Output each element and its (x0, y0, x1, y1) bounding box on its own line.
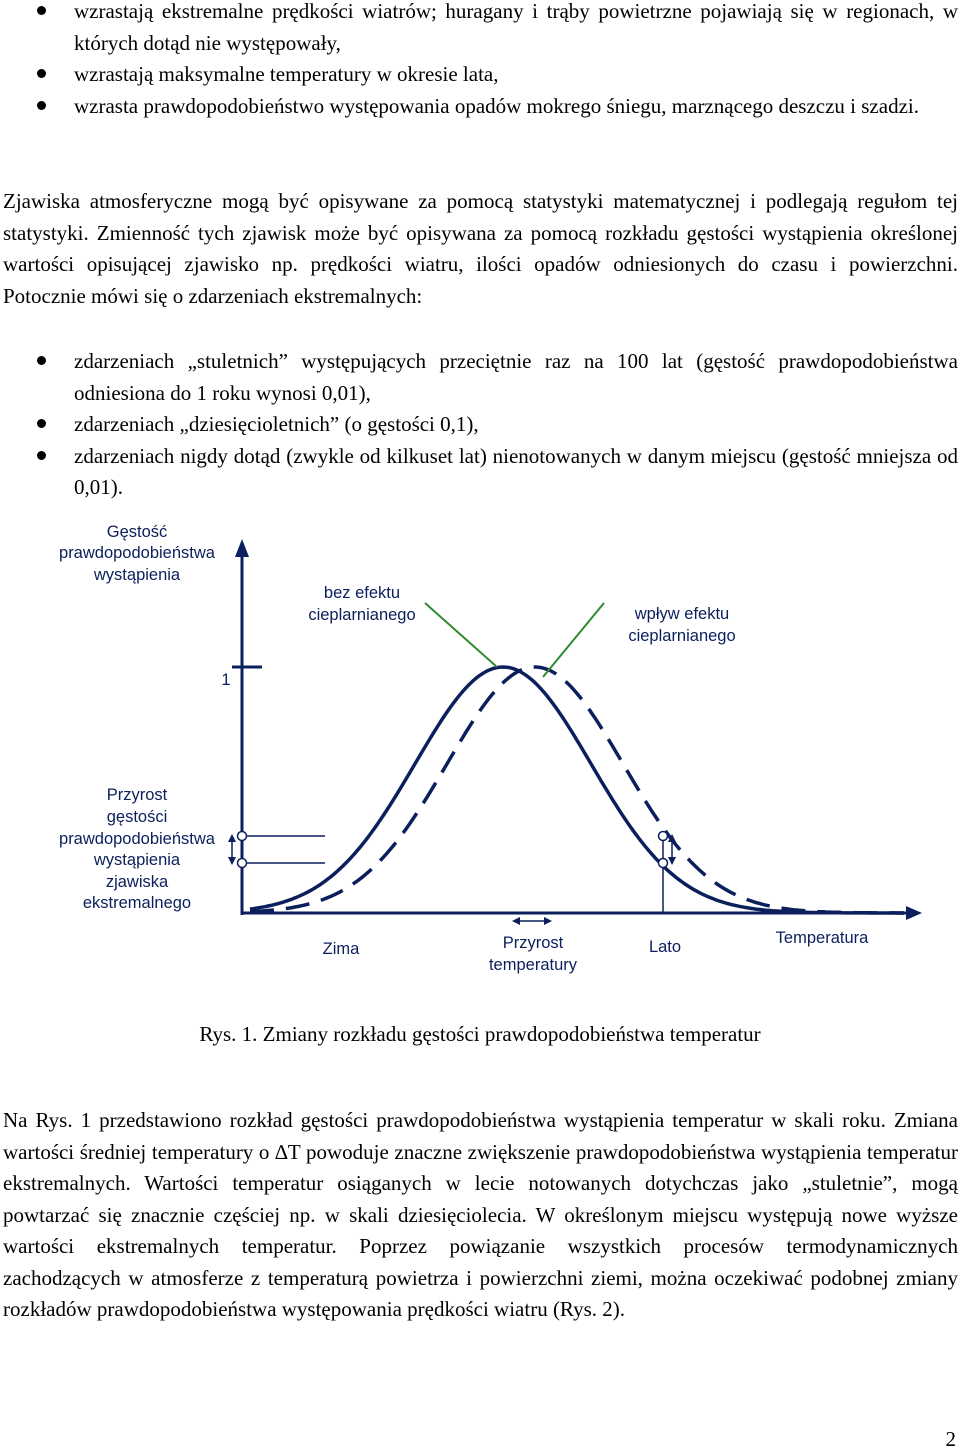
x-axis-arrowhead (906, 906, 922, 920)
increment-label-line: Przyrost (106, 786, 168, 804)
increment-label-line: gęstości (106, 808, 168, 826)
increment-label-line: ekstremalnego (82, 894, 192, 912)
summer-marker (659, 832, 668, 841)
pointer-without-greenhouse (425, 603, 497, 667)
curve-with-greenhouse (250, 667, 904, 913)
list-item: wzrasta prawdopodobieństwo występowania opadów mokrego śniegu, marznącego deszczu i szadzi. (0, 91, 958, 123)
increment-label-line: wystąpienia (93, 851, 181, 869)
list-item: wzrastają ekstremalne prędkości wiatrów; huragany i trąby powietrzne pojawiają się w regionach, w których dotąd nie występowały, (0, 0, 958, 59)
pointer-with-greenhouse (543, 603, 604, 677)
label-with-greenhouse-line: cieplarnianego (628, 627, 736, 645)
summer-arrowhead (668, 857, 676, 865)
y-axis-label-line: Gęstość (106, 523, 168, 541)
paragraph-description: Na Rys. 1 przedstawiono rozkład gęstości prawdopodobieństwa wystąpienia temperatur w skali roku. Zmiana wartości średniej temperatury o ∆T powoduje znaczne zwiększenie prawdopodobieństwa wystąpienia temperatur ekstremalnych. Wartości temperatur osiąganych w lecie notowanych dotychczas jako „stuletnie”, mogą powtarzać się znacznie częściej np. w skali dziesięciolecia. W określonym miejscu występują nowe wyższe wartości ekstremalnych temperatur. Poprzez powiązanie wszystkich procesów termodynamicznych zachodzących w atmosferze z temperaturą powietrza i powierzchni ziemi, można oczekiwać podobnej zmiany rozkładów prawdopodobieństwa występowania prędkości wiatru (Rys. 2). (3, 1108, 958, 1321)
curve-without-greenhouse (250, 667, 904, 913)
increment-label-line: zjawiska (105, 873, 169, 891)
y-axis-label-line: wystąpienia (93, 566, 181, 584)
y-axis-label-line: prawdopodobieństwa (59, 544, 215, 562)
increment-arrowhead (228, 834, 236, 842)
increment-label-line: prawdopodobieństwa (59, 830, 215, 848)
probability-density-figure (0, 515, 960, 990)
label-temp-increase-line: Przyrost (502, 934, 564, 952)
reference-marker (238, 859, 247, 868)
label-temp-increase-line: temperatury (488, 956, 578, 974)
paragraph-statistics: Zjawiska atmosferyczne mogą być opisywane za pomocą statystyki matematycznej i podlegają regułom tej statystyki. Zmienność tych zjawisk może być opisywana za pomocą rozkładu gęstości wystąpienia określonej wartości opisującej zjawisko np. prędkości wiatru, ilości opadów odniesionych do czasu i powierzchni. Potocznie mówi się o zdarzeniach ekstremalnych: (3, 189, 958, 308)
list-item: wzrastają maksymalne temperatury w okresie lata, (0, 59, 958, 91)
list-item: zdarzeniach „dziesięcioletnich” (o gęstości 0,1), (0, 409, 958, 441)
list-item: zdarzeniach nigdy dotąd (zwykle od kilkuset lat) nienotowanych w danym miejscu (gęstość mniejsza od 0,01). (0, 441, 958, 504)
list-item: zdarzeniach „stuletnich” występujących przeciętnie raz na 100 lat (gęstość prawdopodobieństwa odniesiona do 1 roku wynosi 0,01), (0, 346, 958, 409)
x-axis-label: Temperatura (775, 929, 869, 947)
label-with-greenhouse-line: wpływ efektu (634, 605, 730, 623)
bullet-list-weather-extremes (0, 0, 958, 122)
temp-increase-arrowhead (512, 917, 520, 925)
figure-caption: Rys. 1. Zmiany rozkładu gęstości prawdopodobieństwa temperatur (199, 1022, 761, 1046)
reference-marker (238, 832, 247, 841)
y-tick-one-label: 1 (221, 671, 231, 689)
temp-increase-arrowhead (544, 917, 552, 925)
label-winter: Zima (322, 940, 360, 958)
y-axis-arrowhead (235, 539, 249, 557)
page-number: 2 (945, 1427, 956, 1451)
label-summer: Lato (648, 938, 682, 956)
increment-arrowhead (228, 857, 236, 865)
label-without-greenhouse-line: bez efektu (323, 584, 401, 602)
summer-marker (659, 859, 668, 868)
label-without-greenhouse-line: cieplarnianego (308, 606, 416, 624)
bullet-list-extreme-events (0, 346, 958, 504)
